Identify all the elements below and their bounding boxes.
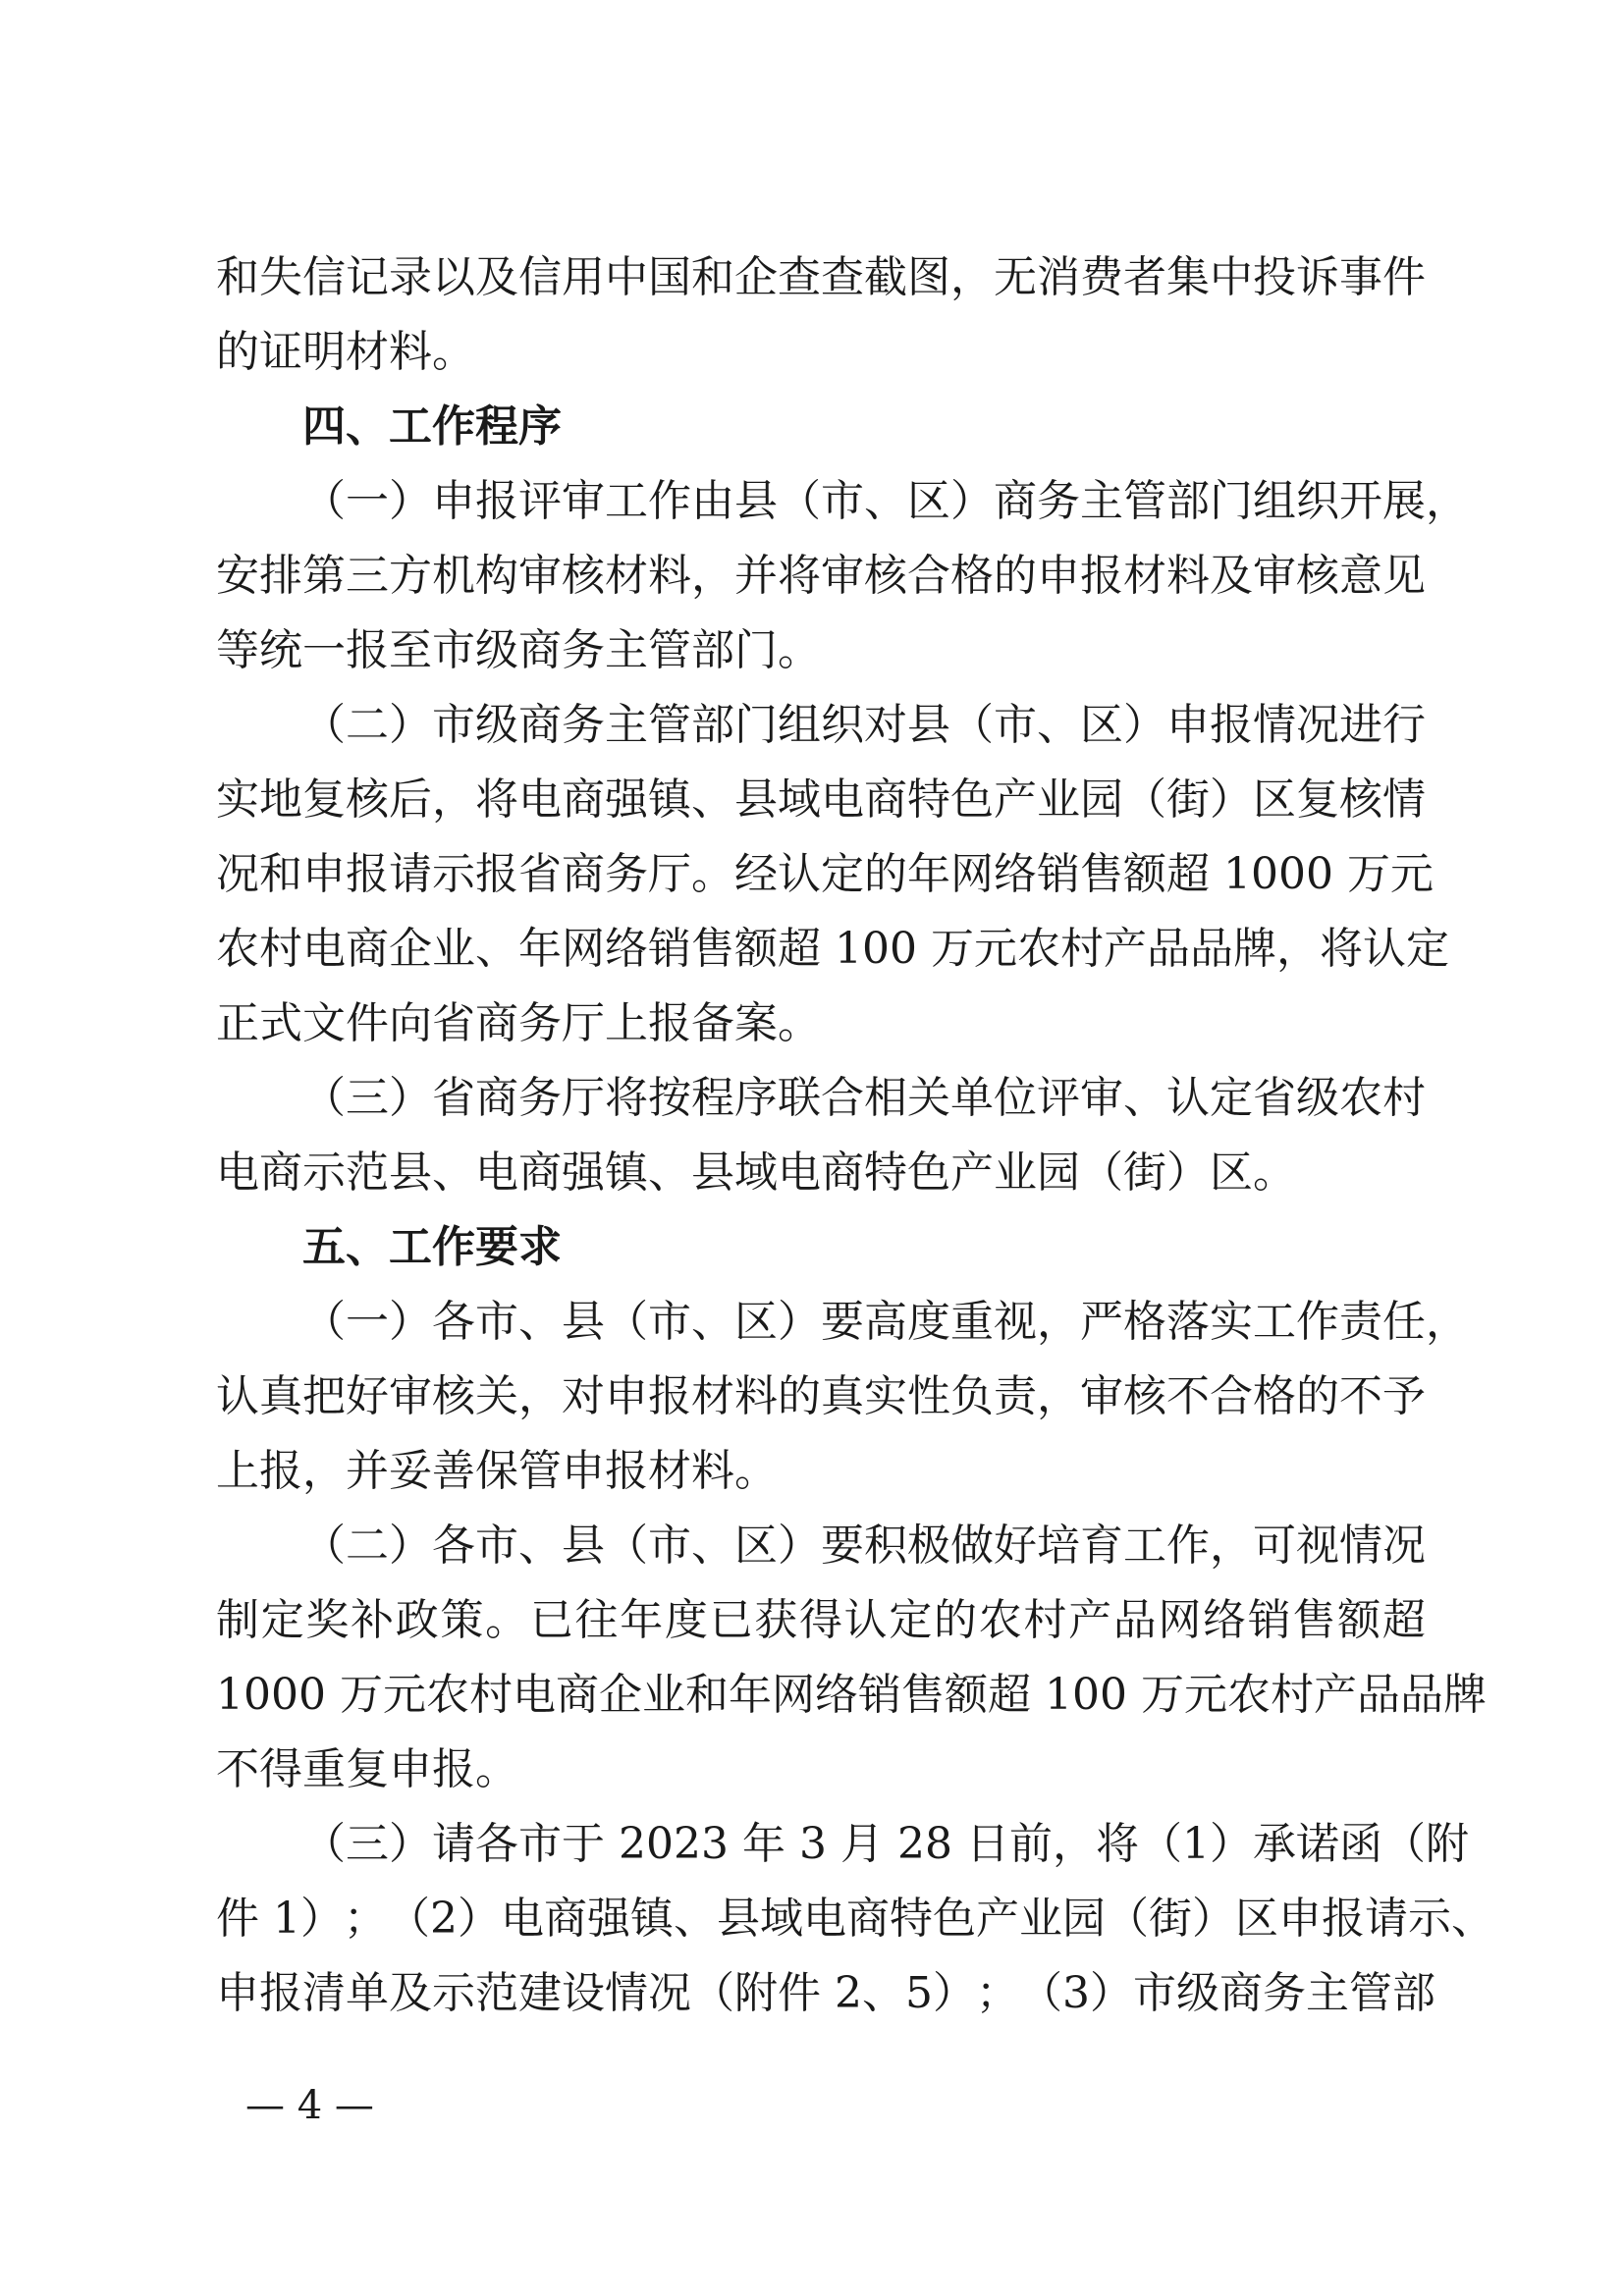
body-text-line: 制 定 奖 补 政 策 。 已 往 年 度 已 获 得 认 定 的 农 村 产 品 网 络 销 售 额 超 (216, 1595, 1426, 1645)
body-text-line: 实 地 复 核 后 ， 将 电 商 强 镇 、 县 域 电 商 特 色 产 业 园 （ 街 ） 区 复 核 情 (216, 774, 1426, 825)
body-text-line: 况 和 申 报 请 示 报 省 商 务 厅 。 经 认 定 的 年 网 络 销 售 额 超 1 0 0 0 万 元 (216, 849, 1434, 899)
body-text-line: 等统一报至市级商务主管部门。 (216, 625, 821, 675)
body-text-line: （ 二 ） 市 级 商 务 主 管 部 门 组 织 对 县 （ 市 、 区 ） 申 报 情 况 进 行 (302, 700, 1426, 750)
page-number: — 4 — (245, 2083, 374, 2128)
body-text-line: 不得重复申报。 (216, 1744, 518, 1794)
body-text-line: （ 一 ） 申 报 评 审 工 作 由 县 （ 市 、 区 ） 商 务 主 管 部 门 组 织 开 展 ， (302, 476, 1469, 526)
body-text-line: （ 二 ） 各 市 、 县 （ 市 、 区 ） 要 积 极 做 好 培 育 工 作 ， 可 视 情 况 (302, 1521, 1426, 1571)
body-text-line: 电商示范县、电商强镇、县域电商特色产业园（街）区。 (216, 1148, 1296, 1198)
body-text-line: 正式文件向省商务厅上报备案。 (216, 998, 821, 1048)
body-text-line: 的证明材料。 (216, 327, 475, 377)
body-text-line: （ 一 ） 各 市 、 县 （ 市 、 区 ） 要 高 度 重 视 ， 严 格 落 实 工 作 责 任 ， (302, 1297, 1469, 1347)
body-text-line: 安 排 第 三 方 机 构 审 核 材 料 ， 并 将 审 核 合 格 的 申 报 材 料 及 审 核 意 见 (216, 551, 1426, 601)
body-text-line: 件 1 ） ； （ 2 ） 电 商 强 镇 、 县 域 电 商 特 色 产 业 园 （ 街 ） 区 申 报 请 示 、 (216, 1894, 1494, 1944)
body-text-line: （ 三 ） 省 商 务 厅 将 按 程 序 联 合 相 关 单 位 评 审 、 认 定 省 级 农 村 (302, 1073, 1426, 1123)
body-text-line: 申 报 清 单 及 示 范 建 设 情 况 （ 附 件 2 、 5 ） ； （ 3 ） 市 级 商 务 主 管 部 (216, 1968, 1435, 2018)
body-text-line: 农 村 电 商 企 业 、 年 网 络 销 售 额 超 1 0 0 万 元 农 村 产 品 品 牌 ， 将 认 定 (216, 924, 1449, 974)
body-text-line: 认 真 把 好 审 核 关 ， 对 申 报 材 料 的 真 实 性 负 责 ， 审 核 不 合 格 的 不 予 (216, 1371, 1426, 1421)
body-text-line: 1 0 0 0 万 元 农 村 电 商 企 业 和 年 网 络 销 售 额 超 1 0 0 万 元 农 村 产 品 品 牌 (216, 1670, 1487, 1720)
body-text-line: 上报，并妥善保管申报材料。 (216, 1446, 778, 1496)
body-text-line: （ 三 ） 请 各 市 于 2 0 2 3 年 3 月 2 8 日 前 ， 将 （ 1 ） 承 诺 函 （ 附 (302, 1819, 1469, 1869)
document-body (216, 240, 1494, 2031)
section-heading: 四、工作程序 (302, 401, 562, 452)
body-text-line: 和 失 信 记 录 以 及 信 用 中 国 和 企 查 查 截 图 ， 无 消 费 者 集 中 投 诉 事 件 (216, 252, 1426, 302)
section-heading: 五、工作要求 (302, 1222, 562, 1272)
